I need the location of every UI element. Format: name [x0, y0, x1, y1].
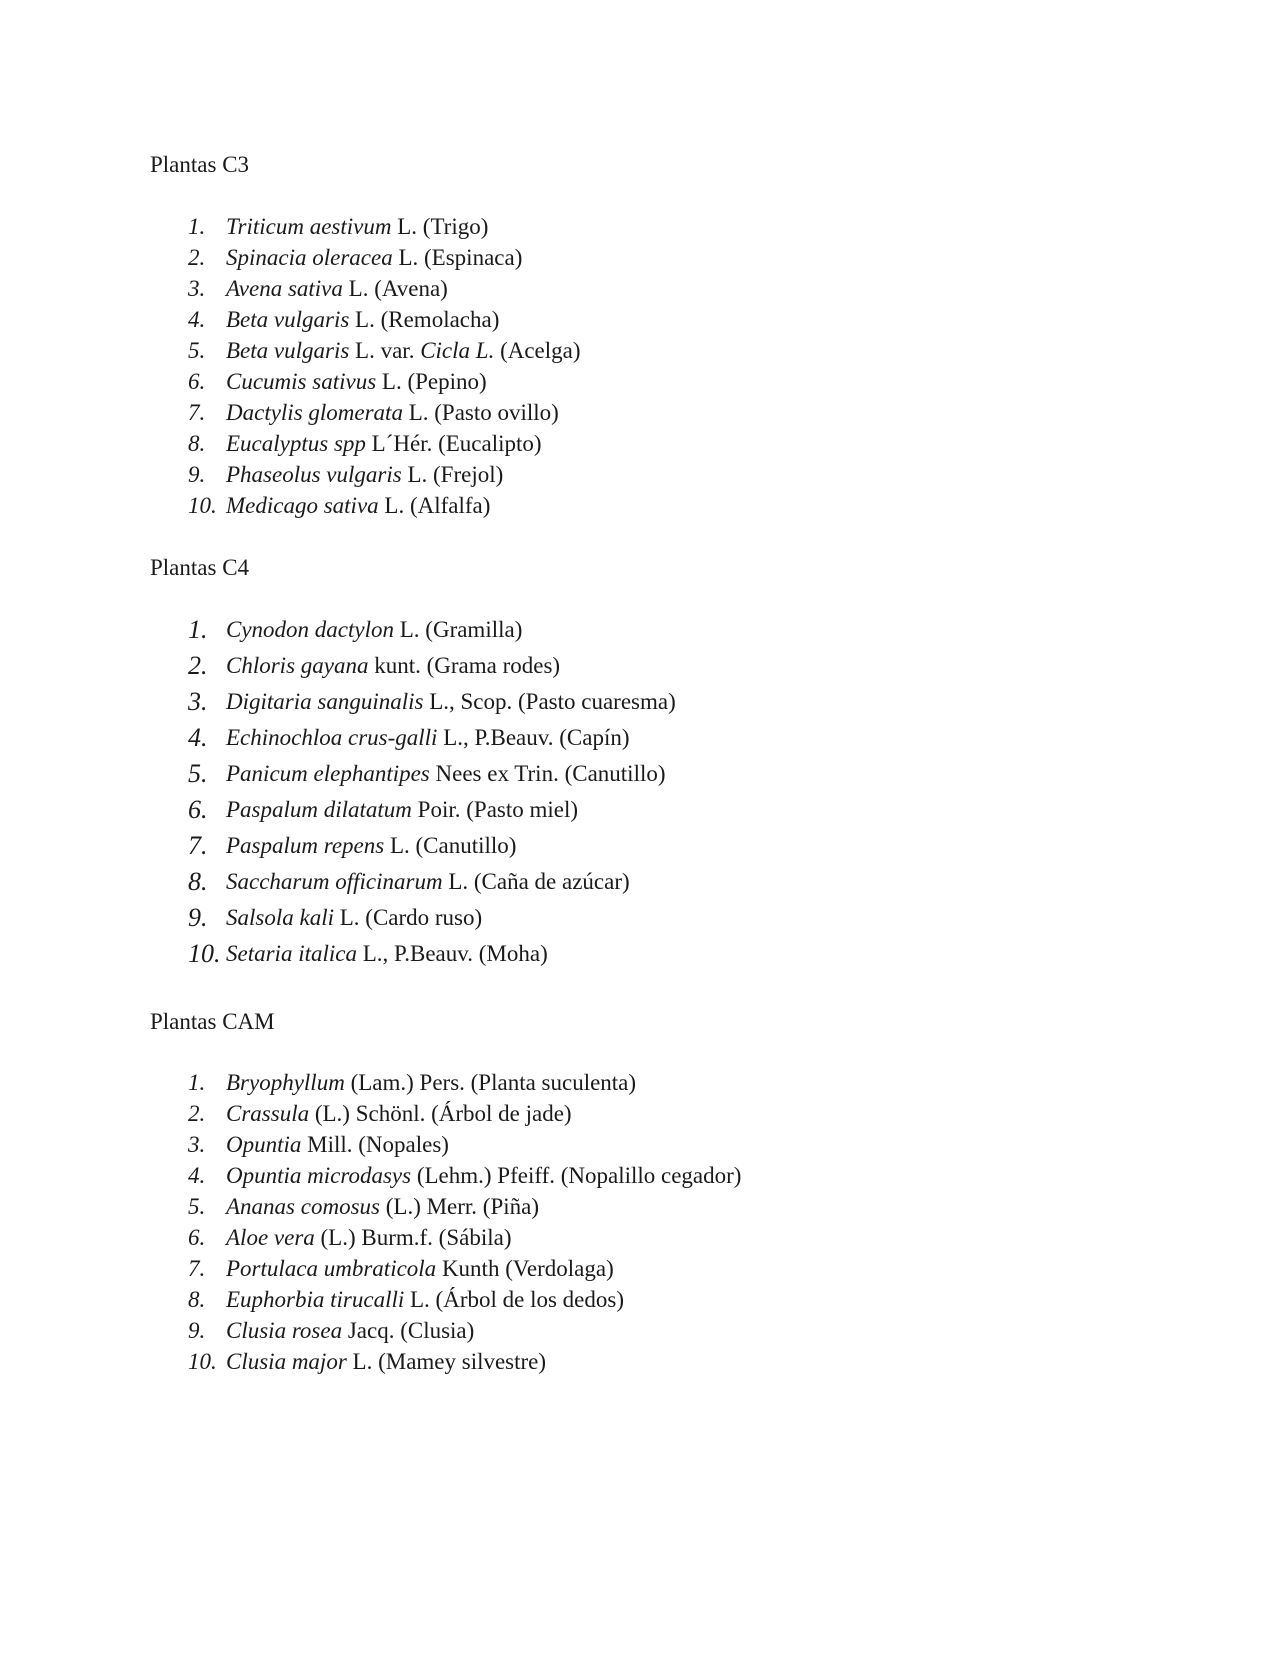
item-text [226, 1067, 636, 1098]
species-name: Aloe vera [226, 1225, 315, 1250]
item-text [226, 828, 516, 864]
species-name: Paspalum dilatatum [226, 797, 412, 822]
authority-and-common-name: L., P.Beauv. (Capín) [437, 725, 630, 750]
species-name: Eucalyptus spp [226, 431, 366, 456]
species-name: Ananas comosus [226, 1194, 380, 1219]
species-name: Beta vulgaris [226, 307, 350, 332]
item-number: 5. [188, 338, 206, 363]
authority-and-common-name: Kunth (Verdolaga) [436, 1256, 614, 1281]
item-text [226, 211, 488, 242]
species-name: Paspalum repens [226, 833, 385, 858]
item-number: 9. [188, 1318, 206, 1343]
species-name: Setaria italica [226, 941, 357, 966]
item-number: 1. [188, 214, 206, 239]
authority-and-common-name: (Lehm.) Pfeiff. (Nopalillo cegador) [411, 1163, 742, 1188]
species-name: Beta vulgaris [226, 338, 350, 363]
item-text [226, 756, 666, 792]
section-heading-c4: Plantas C4 [150, 555, 250, 580]
item-number: 4. [188, 307, 206, 332]
item-number: 2. [188, 1101, 206, 1126]
authority-and-common-name: L. (Trigo) [391, 214, 489, 239]
authority-and-common-name: (L.) Merr. (Piña) [379, 1194, 540, 1219]
item-number: 2. [188, 651, 208, 680]
authority-and-common-name: L. (Remolacha) [349, 307, 500, 332]
authority-and-common-name: L. (Espinaca) [392, 245, 523, 270]
authority-and-common-name: Jacq. (Clusia) [342, 1318, 475, 1343]
item-number: 3. [188, 276, 206, 301]
item-number: 2. [188, 245, 206, 270]
item-number: 10. [188, 493, 217, 518]
item-text [226, 612, 522, 648]
item-text [226, 1253, 614, 1284]
authority-and-common-name: L., Scop. (Pasto cuaresma) [423, 689, 676, 714]
authority-and-common-name: (L.) Schönl. (Árbol de jade) [309, 1101, 572, 1126]
item-number: 9. [188, 462, 206, 487]
item-number: 9. [188, 903, 208, 932]
authority-and-common-name: L. (Gramilla) [394, 617, 523, 642]
species-name: Cynodon dactylon [226, 617, 394, 642]
variety-name: Cicla L. [420, 338, 495, 363]
species-name: Chloris gayana [226, 653, 369, 678]
species-name: Spinacia oleracea [226, 245, 393, 270]
item-text [226, 1284, 624, 1315]
item-text [226, 459, 503, 490]
authority-and-common-name: (Lam.) Pers. (Planta suculenta) [344, 1070, 637, 1095]
authority-and-common-name: L. var. [349, 338, 421, 363]
species-name: Portulaca umbraticola [226, 1256, 437, 1281]
item-text [226, 1098, 572, 1129]
species-name: Clusia rosea [226, 1318, 343, 1343]
authority-and-common-name: L. (Mamey silvestre) [346, 1349, 547, 1374]
item-text [226, 1315, 474, 1346]
species-name: Echinochloa crus-galli [226, 725, 438, 750]
item-text [226, 864, 630, 900]
item-text [226, 684, 676, 720]
item-text [226, 648, 560, 684]
authority-and-common-name: Poir. (Pasto miel) [411, 797, 579, 822]
item-number: 7. [188, 400, 206, 425]
authority-and-common-name: L. (Pasto ovillo) [402, 400, 559, 425]
item-text [226, 936, 548, 972]
item-number: 10. [188, 1349, 217, 1374]
authority-and-common-name: L. (Árbol de los dedos) [404, 1287, 624, 1312]
species-name: Avena sativa [226, 276, 343, 301]
item-number: 7. [188, 1256, 206, 1281]
species-name: Bryophyllum [226, 1070, 345, 1095]
species-name: Salsola kali [226, 905, 334, 930]
item-text [226, 792, 578, 828]
item-number: 8. [188, 867, 208, 896]
item-number: 5. [188, 759, 208, 788]
species-name: Phaseolus vulgaris [226, 462, 402, 487]
species-name: Opuntia [226, 1132, 302, 1157]
species-name: Triticum aestivum [226, 214, 392, 239]
authority-and-common-name: Nees ex Trin. (Canutillo) [429, 761, 666, 786]
authority-and-common-name: L. (Canutillo) [384, 833, 517, 858]
species-name: Saccharum officinarum [226, 869, 443, 894]
item-text [226, 242, 522, 273]
item-number: 3. [188, 1132, 206, 1157]
section-heading-cam: Plantas CAM [150, 1009, 275, 1034]
species-name: Dactylis glomerata [226, 400, 403, 425]
species-name: Digitaria sanguinalis [226, 689, 424, 714]
species-name: Cucumis sativus [226, 369, 377, 394]
item-number: 6. [188, 1225, 206, 1250]
authority-and-common-name: Mill. (Nopales) [301, 1132, 449, 1157]
authority-and-common-name: L. (Avena) [342, 276, 448, 301]
item-text [226, 366, 487, 397]
item-text [226, 1222, 512, 1253]
item-text [226, 1129, 449, 1160]
item-text [226, 273, 448, 304]
item-number: 1. [188, 1070, 206, 1095]
item-number: 4. [188, 723, 208, 752]
item-text [226, 304, 499, 335]
authority-and-common-name: L. (Cardo ruso) [333, 905, 483, 930]
item-text [226, 1160, 741, 1191]
item-number: 4. [188, 1163, 206, 1188]
species-name: Euphorbia tirucalli [226, 1287, 405, 1312]
item-number: 3. [188, 687, 208, 716]
item-text [226, 1346, 546, 1377]
authority-and-common-name: L. (Caña de azúcar) [442, 869, 630, 894]
authority-and-common-name: L´Hér. (Eucalipto) [365, 431, 542, 456]
item-number: 10. [188, 939, 221, 968]
item-text [226, 335, 581, 366]
authority-and-common-name: (L.) Burm.f. (Sábila) [314, 1225, 512, 1250]
species-name: Clusia major [226, 1349, 347, 1374]
authority-and-common-name: kunt. (Grama rodes) [368, 653, 561, 678]
item-text [226, 720, 630, 756]
item-text [226, 490, 490, 521]
authority-and-common-name: L. (Alfalfa) [378, 493, 491, 518]
item-number: 6. [188, 369, 206, 394]
species-name: Crassula [226, 1101, 310, 1126]
species-name: Opuntia microdasys [226, 1163, 412, 1188]
authority-and-common-name: L. (Pepino) [376, 369, 487, 394]
item-number: 8. [188, 431, 206, 456]
item-number: 8. [188, 1287, 206, 1312]
authority-and-common-name: L. (Frejol) [401, 462, 504, 487]
common-name: (Acelga) [494, 338, 581, 363]
item-text [226, 900, 482, 936]
item-number: 6. [188, 795, 208, 824]
item-number: 1. [188, 615, 208, 644]
species-name: Medicago sativa [226, 493, 379, 518]
section-heading-c3: Plantas C3 [150, 152, 250, 177]
species-name: Panicum elephantipes [226, 761, 430, 786]
item-number: 5. [188, 1194, 206, 1219]
item-number: 7. [188, 831, 208, 860]
item-text [226, 428, 542, 459]
item-text [226, 397, 559, 428]
item-text [226, 1191, 539, 1222]
authority-and-common-name: L., P.Beauv. (Moha) [356, 941, 548, 966]
